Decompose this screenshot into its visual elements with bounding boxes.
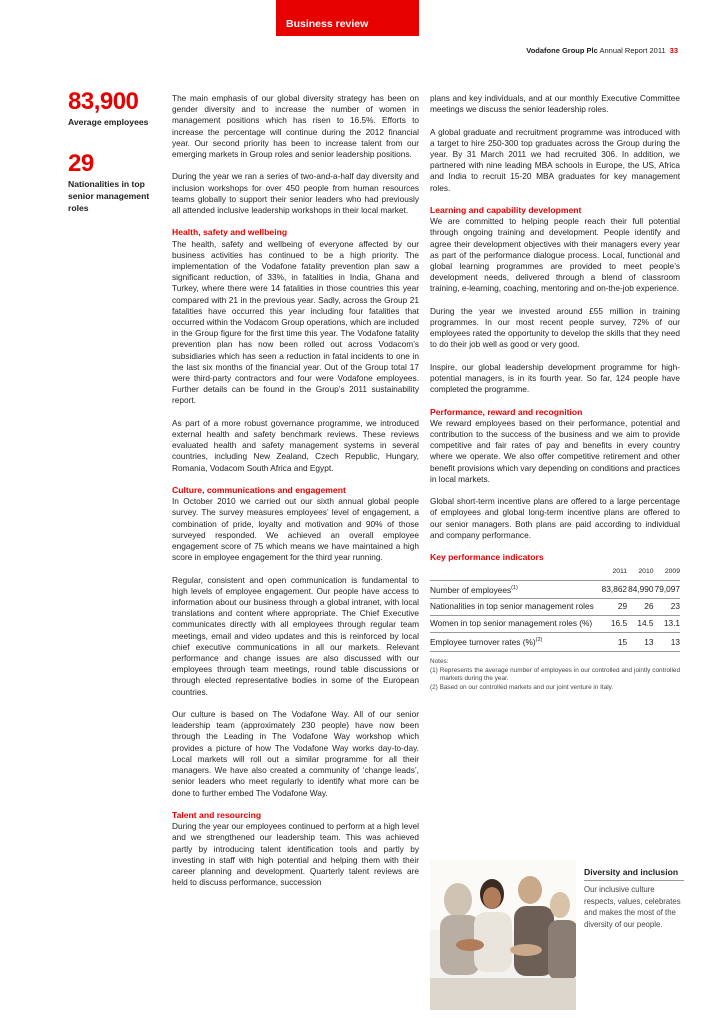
kpi-label: Nationalities in top senior management roles <box>430 599 601 616</box>
kpi-label: Women in top senior management roles (%) <box>430 616 601 633</box>
heading-learning: Learning and capability development <box>430 205 582 215</box>
feature-title: Diversity and inclusion <box>584 867 679 877</box>
paragraph: plans and key individuals, and at our monthly Executive Committee meetings we discuss the senior leadership roles. <box>430 93 680 115</box>
heading-talent: Talent and resourcing <box>172 809 262 820</box>
diversity-feature <box>584 867 684 930</box>
paragraph: During the year our employees continued to perform at a high level and we strengthened our leadership team. This was achieved partly by introducing talent identification tools and partly by investing in staff with high potential and helping them with their career planning and development. Quarterly talent reviews are held to discuss performance, succession <box>172 821 419 888</box>
kpi-label: Number of employees$^{(1)}$ <box>430 580 601 599</box>
table-row <box>430 599 680 616</box>
kpi-value: 13.1 <box>654 616 680 633</box>
kpi-value: 84,990 <box>627 580 653 599</box>
kpi-value: 83,862 <box>601 580 627 599</box>
divider <box>584 880 684 881</box>
kpi-value: 79,097 <box>654 580 680 599</box>
paragraph: A global graduate and recruitment programme was introduced with a target to hire 250-300 top graduates across the Group during the year. By 31 March 2011 we had recruited 306. In addition, we partnered with nine leading MBA schools in Europe, the US, Africa and India to recruit 15-20 MBA graduates for key management roles. <box>430 126 680 193</box>
paragraph: We reward employees based on their performance, potential and contribution to the success of the business and we aim to provide competitive and fair rates of pay and benefits in every country where we operate. We also offer competitive retirement and other benefit provisions which vary depending on conditions and practices in local markets. <box>430 417 680 484</box>
heading-kpi: Key performance indicators <box>430 552 544 563</box>
stat-nationalities-label: Nationalities in top senior management roles <box>68 179 150 213</box>
kpi-value: 13 <box>654 633 680 652</box>
stat-nationalities-value: 29 <box>68 150 94 177</box>
paragraph: In October 2010 we carried out our sixth annual global people survey. The survey measures employees’ level of engagement, a combination of pride, loyalty and motivation and 90% of those surveyed responded. We achieved an overall employee engagement score of 75 which means we have maintained a high score in employee engagement for the third year running. <box>172 496 419 563</box>
feature-body: Our inclusive culture respects, values, celebrates and makes the most of the diversity of our people. <box>584 885 681 929</box>
year-header: 2011 <box>612 568 628 576</box>
year-header: 2010 <box>638 568 654 576</box>
kpi-value: 29 <box>601 599 627 616</box>
kpi-value: 26 <box>627 599 653 616</box>
kpi-value: 15 <box>601 633 627 652</box>
kpi-value: 23 <box>654 599 680 616</box>
paragraph: We are committed to helping people reach their full potential through ongoing training and development. People identify and agree their development objectives with their managers every year as part of the performance dialogue process. Local, functional and global learning programmes are provided to meet people’s development needs, delivered through a blend of classroom training, e-learning, coaching, mentoring and on-the-job experience. <box>430 216 680 294</box>
paragraph: Inspire, our global leadership development programme for high-potential managers, is in its fourth year. So far, 124 people have completed the programme. <box>430 361 680 395</box>
column-right <box>430 93 680 692</box>
notes-title: Notes: <box>430 658 449 666</box>
paragraph: During the year we ran a series of two-and-a-half day diversity and inclusion workshops for over 450 people from human resources teams globally to support their senior leaders who had previously all attended inclusive leadership workshops in their local market. <box>172 171 419 216</box>
kpi-value: 13 <box>627 633 653 652</box>
paragraph: The health, safety and wellbeing of everyone affected by our business activities has continued to be a high priority. The implementation of the Vodafone fatality prevention plan saw a significant reduction, of 33%, in fatalities in India, Ghana and Turkey, where there were 14 fatalities in those countries this year compared with 21 in the previous year. Sadly, across the Group 21 fatalities have occurred this year including four fatalities that occurred within the Vodacom Group operations, which are included in the Group figure for the first time this year. The Vodafone fatality prevention plan has now been rolled out across Vodacom’s subsidiaries which has seen a reduction in fatal incidents to one in the last six months of the financial year. Out of the Group total 17 were third-party contractors and four were Vodafone employees. Further details can be found in the Group’s 2011 sustainability report. <box>172 238 419 406</box>
table-row <box>430 616 680 633</box>
heading-culture: Culture, communications and engagement <box>172 485 346 496</box>
kpi-value: 14.5 <box>627 616 653 633</box>
people-photo-illustration <box>430 860 576 1010</box>
paragraph: As part of a more robust governance programme, we introduced external health and safety benchmark reviews. These reviews evaluated health and safety management systems in several countries, including New Zealand, Czech Republic, Hungary, Romania, Vodacom South Africa and Egypt. <box>172 417 419 473</box>
note: (1) Represents the average number of employees in our controlled and jointly controlled markets during the year. <box>430 666 680 683</box>
table-notes <box>430 658 680 692</box>
paragraph: The main emphasis of our global diversity strategy has been on gender diversity and to increase the number of women in management positions which has risen to 16.5%. Efforts to increase the percentage will continue during the 2012 financial year. Our second priority has been to increase talent from our emerging markets in Group roles and senior leadership positions. <box>172 93 419 160</box>
kpi-label: Employee turnover rates (%)$^{(2)}$ <box>430 633 601 652</box>
heading-performance: Performance, reward and recognition <box>430 406 583 417</box>
stat-average-employees-label: Average employees <box>68 117 149 127</box>
note: (2) Based on our controlled markets and our joint venture in Italy. <box>430 683 614 691</box>
column-left <box>172 93 419 900</box>
kpi-header-row <box>430 566 680 580</box>
year-header: 2009 <box>664 568 680 576</box>
stat-average-employees-value: 83,900 <box>68 88 139 115</box>
paragraph: Global short-term incentive plans are offered to a large percentage of employees and global long-term incentive plans are offered to our senior managers. Both plans are paid according to individual and company performance. <box>430 496 680 540</box>
report-title-rest: Annual Report 2011 <box>597 46 666 55</box>
paragraph: Our culture is based on The Vodafone Way. All of our senior leadership team (approximately 230 people) have now been through the Leading in The Vodafone Way workshop which provides a picture of how The Vodafone Way works day-to-day. Local markets will roll out a similar programme for all their managers. We have also created a community of ‘change leads’, senior leaders who meet regularly to identify what more can be done to further embed The Vodafone Way. <box>172 709 419 798</box>
kpi-value: 16.5 <box>601 616 627 633</box>
section-tab: Business review <box>276 0 419 36</box>
people-photo <box>430 860 576 1010</box>
table-row <box>430 580 680 599</box>
table-row <box>430 633 680 652</box>
paragraph: Regular, consistent and open communication is fundamental to high levels of employee engagement. Our people have access to information about our business through a global intranet, with local translations and content where appropriate. The Chief Executive communicates directly with all employees through regular team meetings, email and video updates and this is reinforced by local chief executive communications in all our markets. Relevant performance and change issues are also discussed with our employees through team meetings, round table discussions or through elected representative bodies in some of the European countries. <box>172 574 419 697</box>
report-header <box>526 46 678 55</box>
report-title-bold: Vodafone Group Plc <box>526 46 598 55</box>
heading-health-safety: Health, safety and wellbeing <box>172 227 288 238</box>
paragraph: During the year we invested around £55 million in training programmes. In our most recent people survey, 72% of our employees rated the opportunity to develop the skills that they need to do their job well as good or very good. <box>430 305 680 350</box>
kpi-table <box>430 566 680 652</box>
page-number: 33 <box>669 46 678 55</box>
